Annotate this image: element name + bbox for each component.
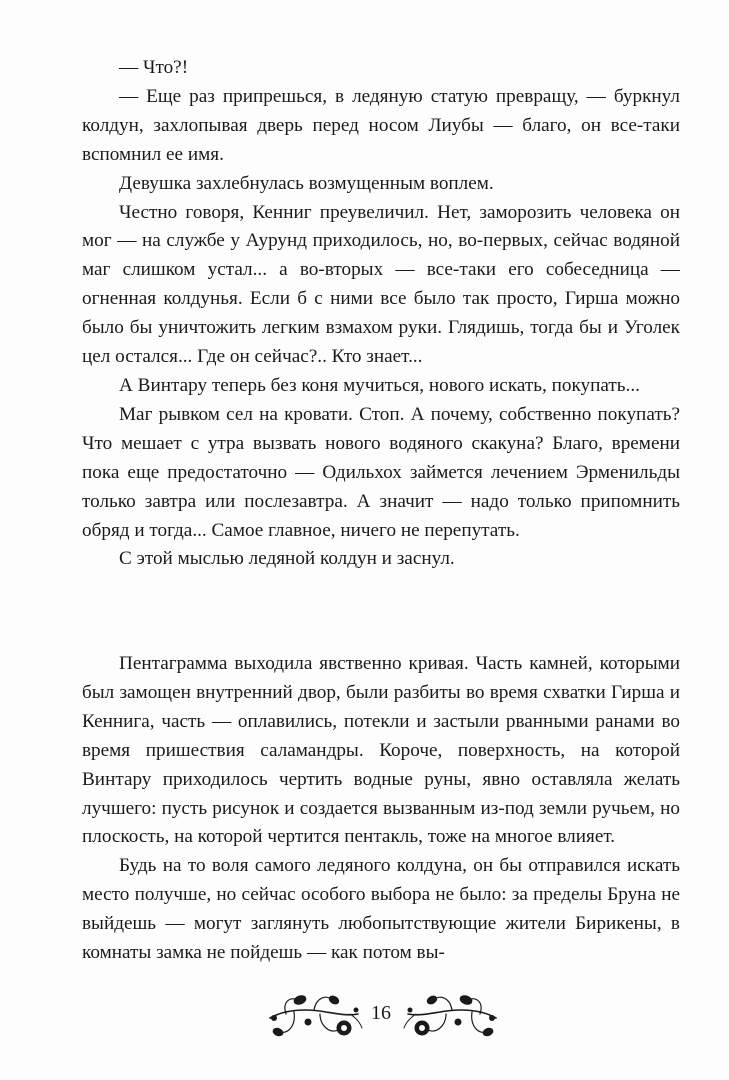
paragraph: Маг рывком сел на кровати. Стоп. А почему, собственно покупать? Что мешает с утра вызвать нового водяного скакуна? Благо, времени пока еще предостаточно — Одильхох займется лечением Эрменильды только завтра или послезавтра. А значит — надо только припомнить обряд и тогда... Самое главное, ничего не перепутать. [82, 403, 680, 541]
floral-ornament-icon [402, 988, 502, 1044]
paragraph: — Еще раз припрешься, в ледяную статую превращу, — буркнул колдун, захлопывая дверь перед носом Лиубы — благо, он все-таки вспомнил ее имя. [82, 85, 680, 165]
paragraph: А Винтару теперь без коня мучиться, нового искать, покупать... [119, 374, 640, 396]
paragraph: С этой мыслью ледяной колдун и заснул. [119, 548, 455, 570]
text-section-2 [82, 650, 680, 968]
paragraph: Девушка захлебнулась возмущенным воплем. [119, 172, 494, 194]
page-footer [0, 988, 729, 1048]
text-section-1 [82, 54, 680, 574]
page-number: 16 [371, 1002, 391, 1024]
paragraph: Честно говоря, Кенниг преувеличил. Нет, заморозить человека он мог — на службе у Аурунд приходилось, но, во-первых, сейчас водяной маг слишком устал... а во-вторых — все-таки его собеседница — огненная колдунья. Если б с ними все было так просто, Гирша можно было бы уничтожить легким взмахом руки. Глядишь, тогда бы и Уголек цел остался... Где он сейчас?.. Кто знает... [82, 201, 680, 368]
paragraph: Будь на то воля самого ледяного колдуна, он бы отправился искать место получше, но сейчас особого выбора не было: за пределы Бруна не выйдешь — могут заглянуть любопытствующие жители Бирикены, в комнаты замка не пойдешь — как потом вы- [82, 855, 680, 964]
paragraph: Пентаграмма выходила явственно кривая. Часть камней, которыми был замощен внутренний двор, были разбиты во время схватки Гирша и Кеннига, часть — оплавились, потекли и застыли рванными ранами во время пришествия саламандры. Короче, поверхность, на которой Винтару приходилось чертить водные руны, явно оставляла желать лучшего: пусть рисунок и создается вызванным из-под земли ручьем, но плоскость, на которой чертится пентакль, тоже на многое влияет. [82, 653, 680, 848]
floral-ornament-icon [264, 988, 364, 1044]
paragraph: — Что?! [119, 57, 189, 78]
